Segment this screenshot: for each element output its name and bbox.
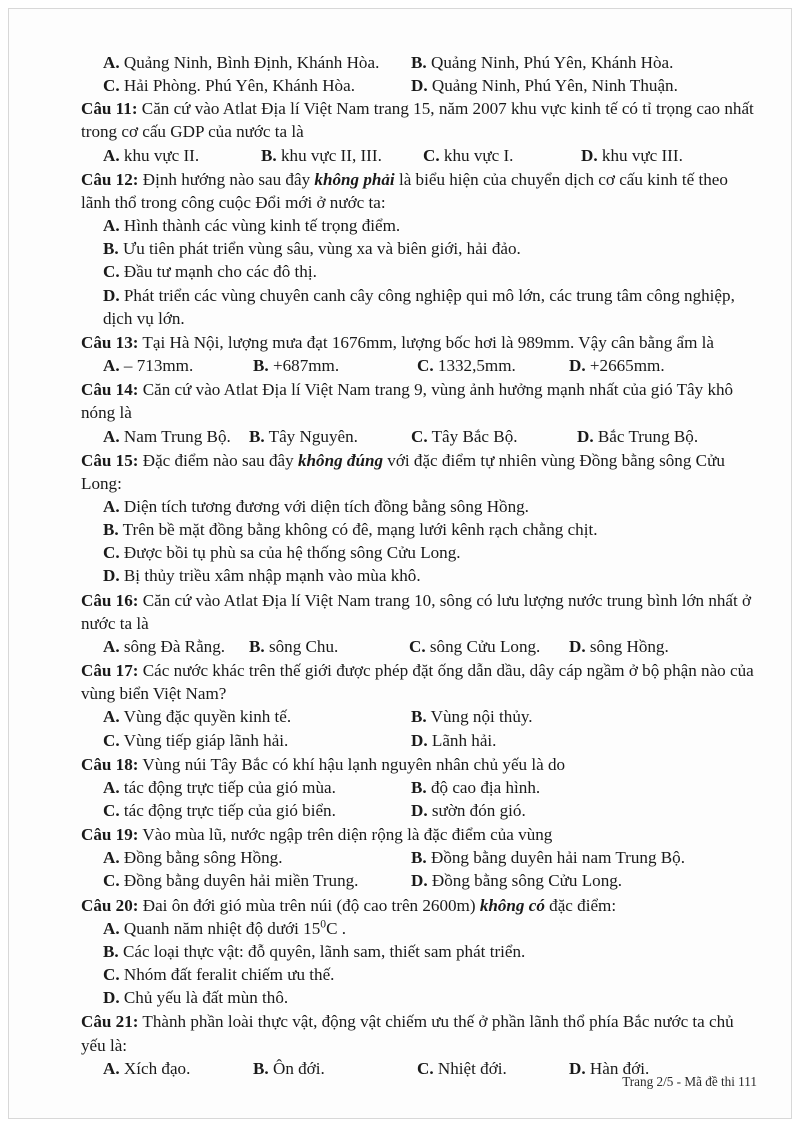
option-c[interactable] — [417, 354, 569, 377]
option-row — [81, 354, 757, 377]
option-group — [81, 214, 757, 330]
option-letter: A. — [103, 53, 120, 72]
option-a[interactable] — [81, 214, 757, 237]
option-b[interactable] — [249, 425, 411, 448]
option-d[interactable] — [411, 799, 526, 822]
option-text: 1332,5mm. — [437, 356, 516, 376]
option-text: Ưu tiên phát triển vùng sâu, vùng xa và biên giới, hải đảo. — [122, 239, 521, 259]
page-footer: Trang 2/5 - Mã đề thi 111 — [622, 1074, 757, 1089]
option-text: Đầu tư mạnh cho các đô thị. — [123, 262, 317, 282]
option-group — [81, 144, 757, 167]
option-b[interactable] — [411, 776, 540, 799]
question-label: Câu 11: — [81, 99, 138, 119]
option-c[interactable] — [411, 425, 577, 448]
option-text: tác động trực tiếp của gió mùa. — [123, 777, 336, 797]
option-letter: A. — [103, 145, 120, 165]
option-letter: A. — [103, 918, 120, 938]
option-letter: D. — [569, 1058, 586, 1078]
question-stem — [81, 97, 757, 143]
option-text: tác động trực tiếp của gió biển. — [123, 801, 336, 820]
option-letter: A. — [103, 496, 120, 516]
option-d[interactable] — [411, 869, 622, 892]
option-letter: D. — [569, 356, 586, 376]
question-emphasis: không có — [479, 895, 545, 915]
option-text: sườn đón gió. — [431, 801, 526, 820]
option-c[interactable] — [81, 799, 411, 822]
option-letter: D. — [569, 636, 586, 656]
question-block — [81, 331, 757, 377]
question-text: Tại Hà Nội, lượng mưa đạt 1676mm, lượng bốc hơi là 989mm. Vậy cân bằng ẩm là — [138, 332, 715, 352]
question-block — [81, 753, 757, 822]
question-label: Câu 18: — [81, 754, 139, 774]
option-row — [81, 144, 757, 167]
option-text: Quảng Ninh, Phú Yên, Ninh Thuận. — [431, 76, 678, 96]
option-letter: B. — [253, 1058, 269, 1078]
question-stem — [81, 449, 757, 495]
option-letter: D. — [581, 145, 598, 165]
option-text: Đồng bằng duyên hải nam Trung Bộ. — [430, 848, 685, 868]
option-text: Tây Nguyên. — [268, 426, 358, 446]
option-text-tail: C . — [326, 918, 347, 938]
option-a[interactable] — [81, 144, 261, 167]
degree-superscript: 0 — [320, 917, 327, 931]
option-text: Tây Bắc Bộ. — [431, 426, 518, 446]
question-text: Vùng núi Tây Bắc có khí hậu lạnh nguyên nhân chủ yếu là do — [138, 754, 566, 774]
option-text: Bắc Trung Bộ. — [597, 426, 699, 446]
option-letter: D. — [103, 566, 120, 586]
option-text: Vùng nội thủy. — [430, 707, 533, 727]
option-row — [81, 51, 757, 74]
option-letter: C. — [409, 636, 426, 656]
option-b[interactable] — [253, 1057, 417, 1080]
question-label: Câu 21: — [81, 1012, 139, 1032]
option-text: Đồng bằng sông Hồng. — [123, 848, 283, 868]
question-block — [81, 589, 757, 658]
question-text-tail: với đặc điểm tự nhiên vùng Đồng bằng sông Cửu Long: — [81, 450, 725, 493]
option-text: khu vực II. — [123, 145, 200, 165]
option-text: +2665mm. — [589, 356, 665, 376]
option-text: Chủ yếu là đất mùn thô. — [123, 988, 289, 1008]
question-stem — [81, 168, 757, 214]
option-text: Phát triển các vùng chuyên canh cây công nghiệp qui mô lớn, các trung tâm công nghiệp, dịch vụ lớn. — [103, 285, 735, 328]
option-group — [81, 846, 757, 892]
option-d[interactable] — [81, 986, 757, 1009]
option-row — [81, 705, 757, 728]
option-letter: A. — [103, 1058, 120, 1078]
option-row — [81, 846, 757, 869]
question-text: Thành phần loài thực vật, động vật chiếm ưu thế ở phần lãnh thổ phía Bắc nước ta chủ yếu là: — [81, 1012, 734, 1055]
question-block — [81, 823, 757, 892]
option-letter: B. — [249, 636, 265, 656]
option-a[interactable] — [81, 705, 411, 728]
option-letter: A. — [103, 848, 120, 868]
option-text: khu vực III. — [601, 145, 683, 165]
question-label: Câu 12: — [81, 169, 139, 189]
option-text: khu vực I. — [443, 145, 514, 165]
question-block — [81, 168, 757, 330]
option-b[interactable] — [253, 354, 417, 377]
question-label: Câu 19: — [81, 825, 139, 845]
option-text: sông Đà Rằng. — [123, 636, 226, 656]
question-label: Câu 14: — [81, 380, 139, 400]
option-letter: C. — [103, 801, 120, 820]
option-text: Vùng đặc quyền kinh tế. — [123, 707, 292, 727]
option-text: Nhóm đất feralit chiếm ưu thế. — [123, 965, 335, 985]
option-group — [81, 635, 757, 658]
option-text: Hàn đới. — [589, 1058, 650, 1078]
option-row — [81, 776, 757, 799]
option-text: Diện tích tương đương với diện tích đồng bằng sông Hồng. — [123, 496, 529, 516]
option-letter: B. — [411, 777, 427, 797]
option-c[interactable] — [423, 144, 581, 167]
option-letter: C. — [423, 145, 440, 165]
question-text: Vào mùa lũ, nước ngập trên diện rộng là đặc điểm của vùng — [138, 825, 553, 845]
question-block — [81, 659, 757, 752]
option-c[interactable] — [81, 729, 411, 752]
option-text: Vùng tiếp giáp lãnh hải. — [123, 730, 289, 750]
option-row — [81, 425, 757, 448]
option-group — [81, 917, 757, 1010]
option-letter: A. — [103, 777, 120, 797]
option-d[interactable] — [411, 729, 496, 752]
option-text: Bị thủy triều xâm nhập mạnh vào mùa khô. — [123, 566, 421, 586]
question-label: Câu 16: — [81, 590, 139, 610]
option-letter: D. — [103, 285, 120, 305]
option-letter: B. — [411, 707, 427, 727]
option-letter: B. — [261, 145, 277, 165]
question-emphasis: không phải — [314, 169, 395, 189]
question-stem — [81, 894, 757, 917]
option-letter: D. — [411, 871, 428, 891]
option-d[interactable] — [581, 144, 683, 167]
option-letter: C. — [103, 543, 120, 563]
option-text: Được bồi tụ phù sa của hệ thống sông Cửu Long. — [123, 543, 461, 563]
question-text: Đai ôn đới gió mùa trên núi (độ cao trên 2600m) — [138, 895, 480, 915]
option-text: sông Chu. — [268, 636, 339, 656]
option-letter: D. — [103, 988, 120, 1008]
option-letter: C. — [103, 76, 120, 96]
option-b[interactable] — [411, 51, 673, 74]
option-letter: B. — [103, 941, 119, 961]
option-text: Nam Trung Bộ. — [123, 426, 231, 446]
option-text: Các loại thực vật: đỗ quyên, lãnh sam, thiết sam phát triển. — [122, 941, 526, 961]
option-row — [81, 799, 757, 822]
option-letter: B. — [103, 239, 119, 259]
question-block — [81, 1010, 757, 1079]
option-text: sông Cửu Long. — [429, 636, 541, 656]
option-text: khu vực II, III. — [280, 145, 382, 165]
option-letter: B. — [249, 426, 265, 446]
option-c[interactable] — [81, 541, 757, 564]
option-group — [81, 425, 757, 448]
option-letter: A. — [103, 636, 120, 656]
option-d[interactable] — [411, 74, 678, 97]
question-list — [81, 97, 757, 1080]
option-letter: B. — [411, 53, 427, 72]
option-group — [81, 705, 757, 751]
question-emphasis: không đúng — [297, 450, 384, 470]
question-block — [81, 378, 757, 447]
option-text: Hình thành các vùng kinh tế trọng điểm. — [123, 216, 401, 236]
option-b[interactable] — [81, 237, 757, 260]
question-text-tail: là biểu hiện của chuyển dịch cơ cấu kinh tế theo lãnh thổ trong công cuộc Đổi mới ở nước ta: — [81, 169, 728, 212]
question-stem — [81, 1010, 757, 1056]
option-group — [81, 495, 757, 588]
option-text: +687mm. — [272, 356, 340, 376]
option-letter: B. — [103, 520, 119, 540]
option-text: Quảng Ninh, Phú Yên, Khánh Hòa. — [430, 53, 674, 72]
option-group — [81, 776, 757, 822]
question-text: Căn cứ vào Atlat Địa lí Việt Nam trang 10, sông có lưu lượng nước trung bình lớn nhất ở nước ta là — [81, 590, 752, 633]
question-stem — [81, 659, 757, 705]
option-letter: C. — [103, 871, 120, 891]
option-row — [81, 729, 757, 752]
option-d[interactable] — [81, 284, 757, 330]
option-group — [81, 354, 757, 377]
option-text: Ôn đới. — [272, 1058, 325, 1078]
option-a[interactable] — [81, 1057, 253, 1080]
option-letter: B. — [253, 356, 269, 376]
option-letter: C. — [417, 1058, 434, 1078]
option-b[interactable] — [81, 518, 757, 541]
option-text: Nhiệt đới. — [437, 1058, 507, 1078]
option-letter: B. — [411, 848, 427, 868]
option-letter: D. — [411, 801, 428, 820]
question-stem — [81, 589, 757, 635]
option-c[interactable] — [81, 869, 411, 892]
option-letter: C. — [103, 730, 120, 750]
question-stem — [81, 331, 757, 354]
option-d[interactable] — [569, 354, 665, 377]
option-a[interactable] — [81, 425, 249, 448]
question-label: Câu 13: — [81, 332, 139, 352]
option-a[interactable] — [81, 354, 253, 377]
question-text-tail: đặc điểm: — [544, 895, 617, 915]
option-c[interactable] — [417, 1057, 569, 1080]
exam-content — [81, 51, 757, 1080]
option-b[interactable] — [81, 940, 757, 963]
option-a[interactable] — [81, 51, 411, 74]
option-text: – 713mm. — [123, 356, 194, 376]
exam-page — [8, 8, 792, 1119]
question-text: Các nước khác trên thế giới được phép đặt ống dẫn dầu, dây cáp ngầm ở bộ phận nào của vùng biển Việt Nam? — [81, 661, 754, 704]
option-letter: A. — [103, 426, 120, 446]
option-d[interactable] — [81, 564, 757, 587]
question-block — [81, 97, 757, 166]
option-c[interactable] — [81, 74, 411, 97]
option-row — [81, 635, 757, 658]
question-stem — [81, 823, 757, 846]
option-text: độ cao địa hình. — [430, 777, 541, 797]
option-row — [81, 869, 757, 892]
option-letter: A. — [103, 356, 120, 376]
option-a[interactable] — [81, 846, 411, 869]
option-b[interactable] — [411, 705, 533, 728]
option-a[interactable] — [81, 917, 757, 940]
option-letter: D. — [411, 76, 428, 96]
option-text: Xích đạo. — [123, 1058, 191, 1078]
carryover-options — [81, 51, 757, 97]
option-text: Đồng bằng sông Cửu Long. — [431, 871, 623, 891]
option-text: Quanh năm nhiệt độ dưới 15 — [123, 918, 321, 938]
question-label: Câu 17: — [81, 661, 139, 681]
question-stem — [81, 753, 757, 776]
option-letter: C. — [417, 356, 434, 376]
option-row — [81, 74, 757, 97]
option-letter: A. — [103, 707, 120, 727]
option-letter: C. — [103, 965, 120, 985]
question-block — [81, 449, 757, 588]
option-text: Lãnh hải. — [431, 730, 497, 750]
option-letter: C. — [103, 262, 120, 282]
question-text: Đặc điểm nào sau đây — [138, 450, 298, 470]
option-letter: C. — [411, 426, 428, 446]
option-b[interactable] — [249, 635, 409, 658]
question-label: Câu 15: — [81, 450, 139, 470]
question-text: Định hướng nào sau đây — [138, 169, 315, 189]
option-a[interactable] — [81, 635, 249, 658]
option-b[interactable] — [261, 144, 423, 167]
option-letter: D. — [577, 426, 594, 446]
option-c[interactable] — [81, 260, 757, 283]
option-a[interactable] — [81, 495, 757, 518]
option-text: Trên bề mặt đồng bằng không có đê, mạng lưới kênh rạch chằng chịt. — [122, 520, 598, 540]
option-b[interactable] — [411, 846, 685, 869]
option-c[interactable] — [409, 635, 569, 658]
option-c[interactable] — [81, 963, 757, 986]
option-letter: A. — [103, 216, 120, 236]
question-label: Câu 20: — [81, 895, 139, 915]
option-d[interactable] — [569, 635, 669, 658]
question-block — [81, 894, 757, 1010]
option-d[interactable] — [577, 425, 698, 448]
option-a[interactable] — [81, 776, 411, 799]
option-text: sông Hồng. — [589, 636, 669, 656]
option-text: Đồng bằng duyên hải miền Trung. — [123, 871, 359, 891]
question-text: Căn cứ vào Atlat Địa lí Việt Nam trang 15, năm 2007 khu vực kinh tế có tỉ trọng cao nhất trong cơ cấu GDP của nước ta là — [81, 99, 754, 142]
question-stem — [81, 378, 757, 424]
option-text: Hải Phòng. Phú Yên, Khánh Hòa. — [123, 76, 355, 96]
question-text: Căn cứ vào Atlat Địa lí Việt Nam trang 9, vùng ảnh hưởng mạnh nhất của gió Tây khô nóng là — [81, 380, 734, 423]
option-text: Quảng Ninh, Bình Định, Khánh Hòa. — [123, 53, 380, 72]
option-letter: D. — [411, 730, 428, 750]
